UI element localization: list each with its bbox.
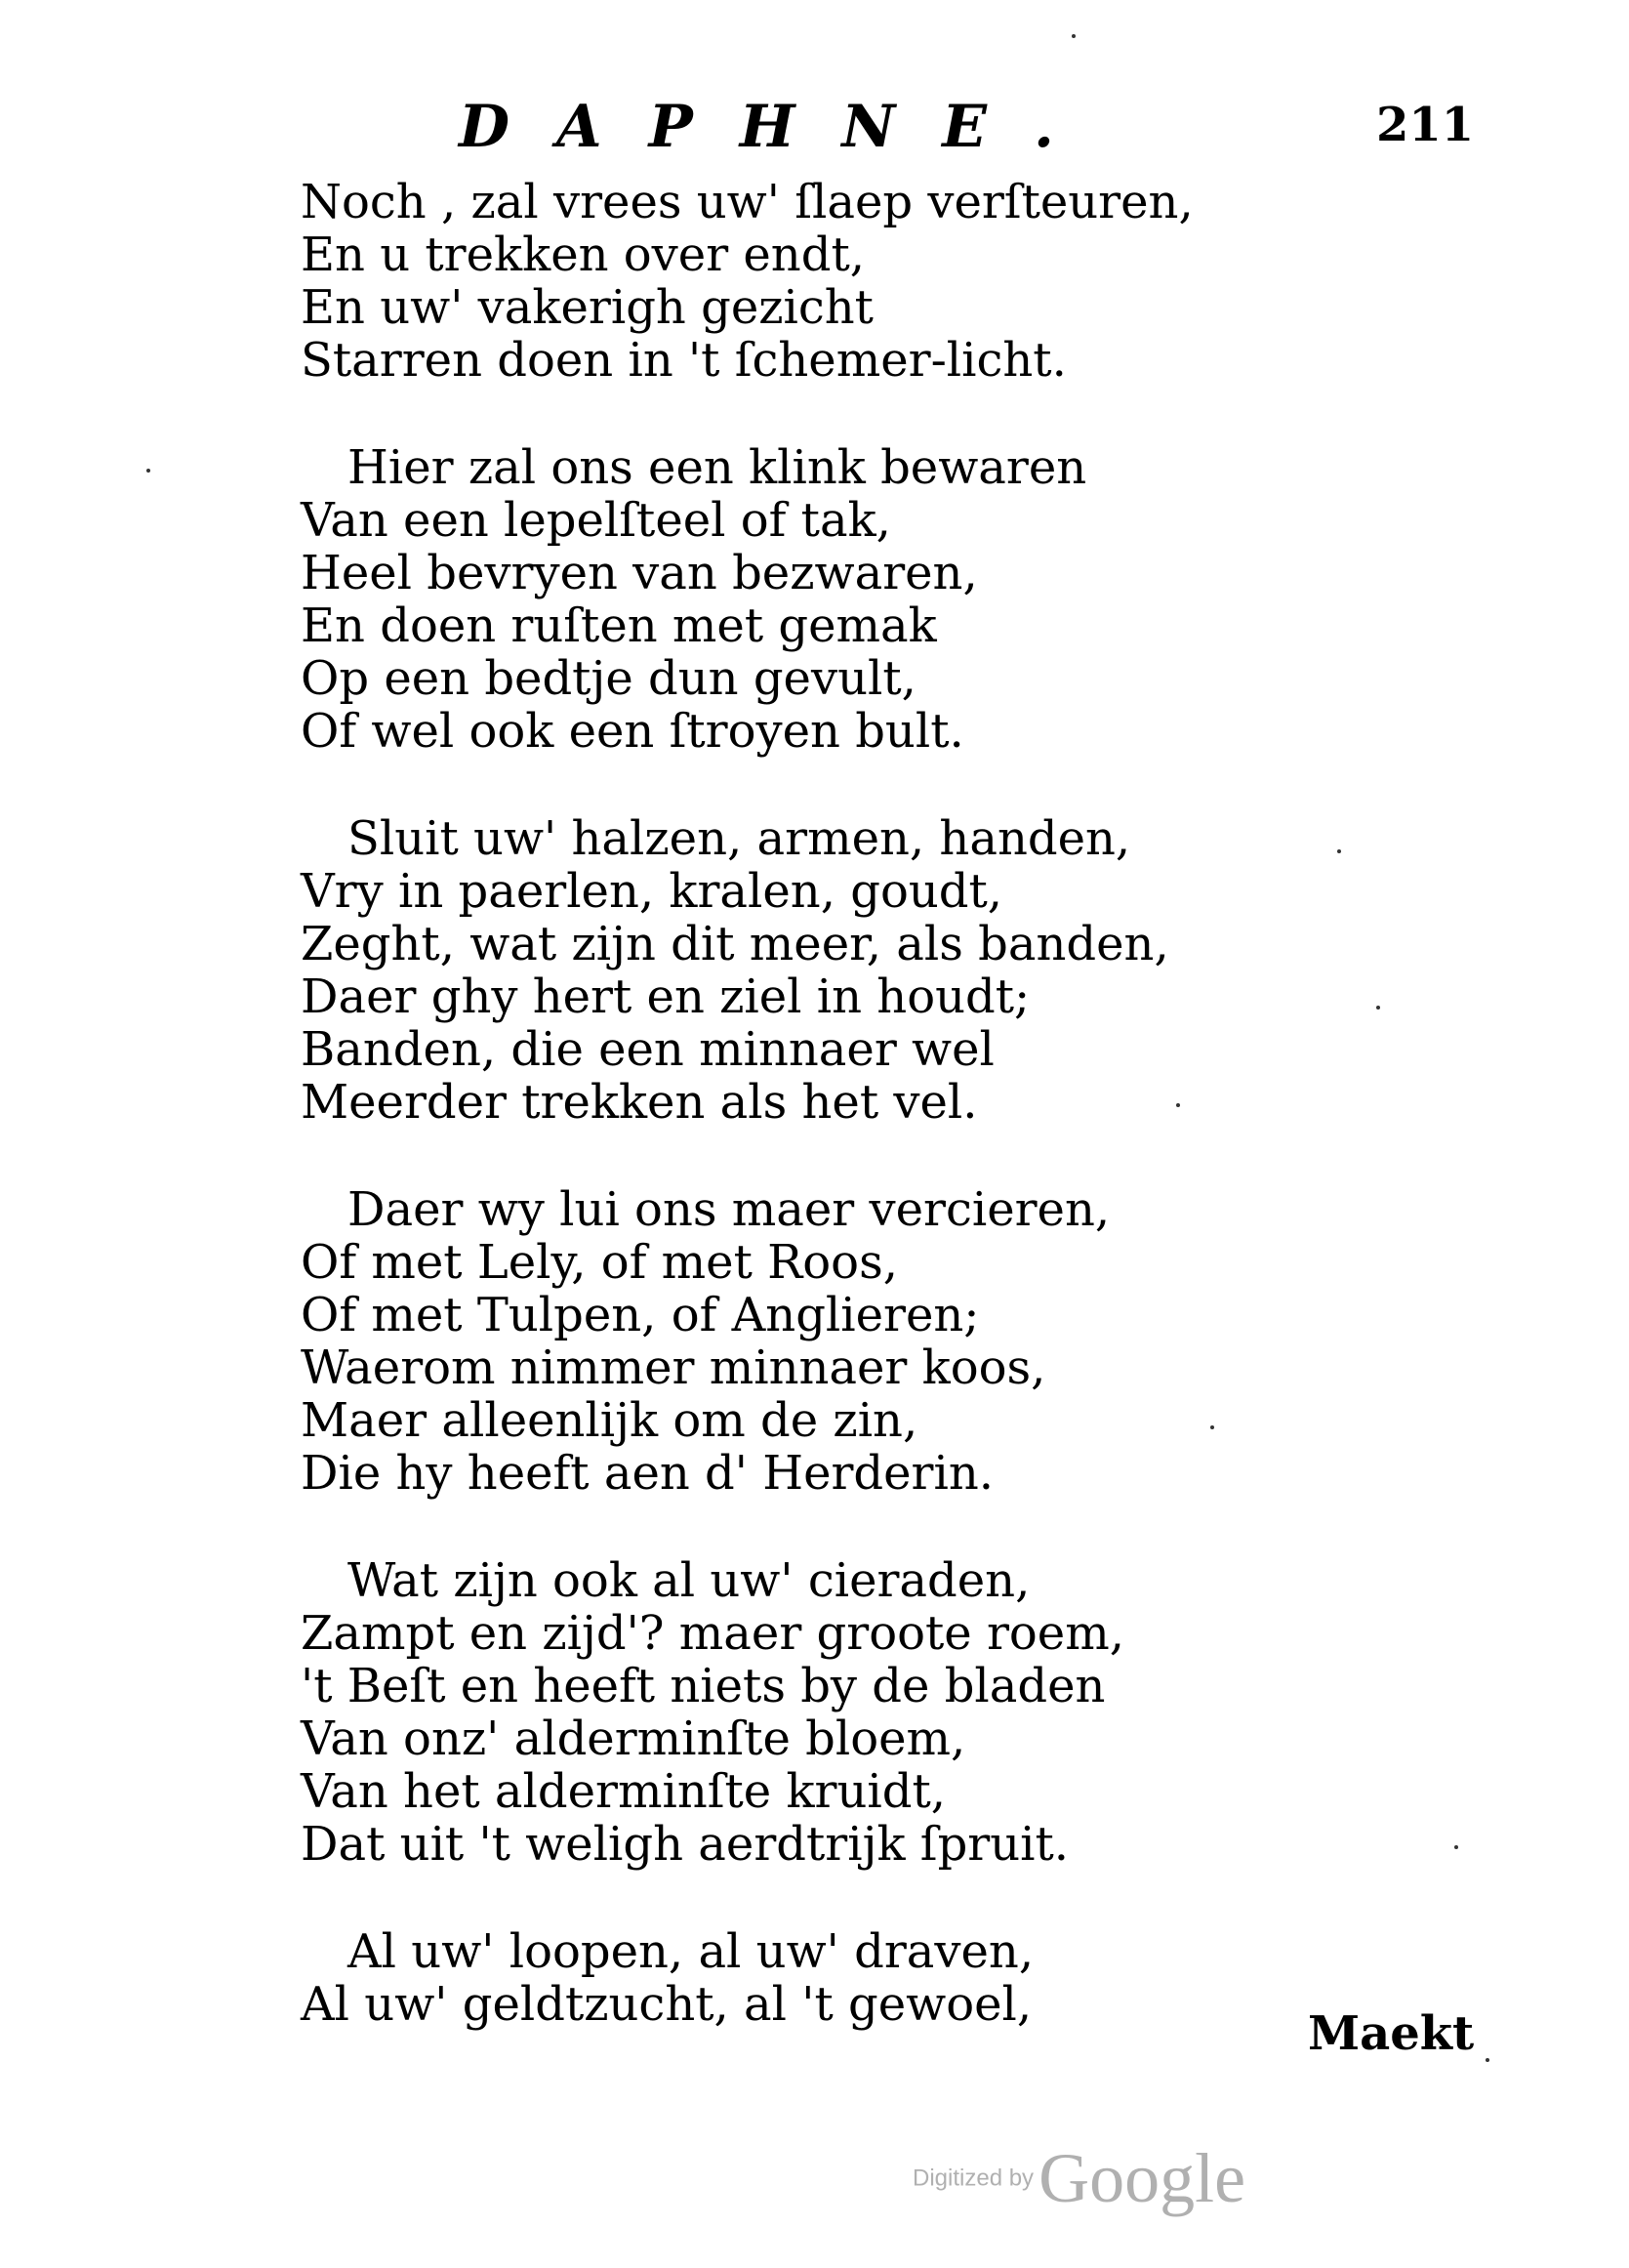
scan-speck — [1210, 1425, 1214, 1429]
verse-line: Heel bevryen van bezwaren, — [301, 546, 978, 600]
scan-speck — [1337, 849, 1341, 853]
stanza-4 — [301, 1183, 1472, 1500]
verse-line: Op een bedtje dun gevult, — [301, 651, 916, 706]
verse-line: Die hy heeft aen d' Herderin. — [301, 1446, 995, 1501]
catchword: Maekt — [1308, 2006, 1475, 2061]
verse-line: Starren doen in 't ſchemer-licht. — [301, 333, 1067, 388]
scan-speck — [146, 469, 150, 473]
verse-line: Meerder trekken als het vel. — [301, 1075, 978, 1130]
stanza-6 — [301, 1925, 1472, 2031]
verse-line: Of met Tulpen, of Anglieren; — [301, 1288, 980, 1342]
verse-line: Al uw' loopen, al uw' draven, — [347, 1924, 1035, 1979]
verse-line: Waerom nimmer minnaer koos, — [301, 1340, 1046, 1395]
page-number: 211 — [1376, 98, 1475, 152]
scan-speck — [1486, 2058, 1489, 2062]
verse-line: Hier zal ons een klink bewaren — [347, 440, 1087, 495]
verse-line: Wat zijn ook al uw' cieraden, — [347, 1553, 1031, 1608]
scan-speck — [1376, 1006, 1380, 1010]
stanza-1 — [301, 176, 1472, 387]
verse-line: Of met Lely, of met Roos, — [301, 1235, 898, 1290]
watermark-prefix: Digitized by — [913, 2165, 1035, 2192]
verse-line: Van onz' alderminſte bloem, — [301, 1711, 966, 1766]
verse-line: Sluit uw' halzen, armen, handen, — [347, 811, 1131, 866]
verse-line: Of wel ook een ſtroyen bult. — [301, 704, 964, 759]
verse-line: Dat uit 't weligh aerdtrijk ſpruit. — [301, 1817, 1070, 1872]
verse-line: Vry in paerlen, kralen, goudt, — [301, 864, 1003, 919]
scan-speck — [1454, 1845, 1458, 1849]
stanza-5 — [301, 1554, 1472, 1871]
verse-line: Van het alderminſte kruidt, — [301, 1764, 947, 1819]
verse-line: Banden, die een minnaer wel — [301, 1022, 995, 1077]
running-head: DAPHNE. — [459, 93, 1101, 161]
verse-line: Van een lepelſteel of tak, — [301, 493, 891, 548]
verse-line: Zeght, wat zijn dit meer, als banden, — [301, 917, 1169, 971]
verse-line: 't Beſt en heeft niets by de bladen — [301, 1659, 1106, 1713]
scan-speck — [1072, 34, 1076, 38]
verse-line: En doen ruſten met gemak — [301, 598, 937, 653]
stanza-3 — [301, 812, 1472, 1129]
google-logo: Google — [1038, 2139, 1246, 2217]
verse-line: Noch , zal vrees uw' ſlaep verſteuren, — [301, 175, 1194, 229]
verse-line: Maer alleenlijk om de zin, — [301, 1393, 918, 1448]
poem-body — [301, 175, 1475, 2085]
stanza-2 — [301, 441, 1472, 758]
verse-line: Al uw' geldtzucht, al 't gewoel, — [301, 1977, 1033, 2032]
scan-speck — [1176, 1103, 1180, 1107]
verse-line: En u trekken over endt, — [301, 227, 865, 282]
verse-line: Daer wy lui ons maer vercieren, — [347, 1182, 1111, 1237]
digitization-watermark — [913, 2138, 1245, 2219]
verse-line: Daer ghy hert en ziel in houdt; — [301, 969, 1031, 1024]
verse-line: Zampt en zijd'? maer groote roem, — [301, 1606, 1124, 1661]
verse-line: En uw' vakerigh gezicht — [301, 280, 874, 335]
